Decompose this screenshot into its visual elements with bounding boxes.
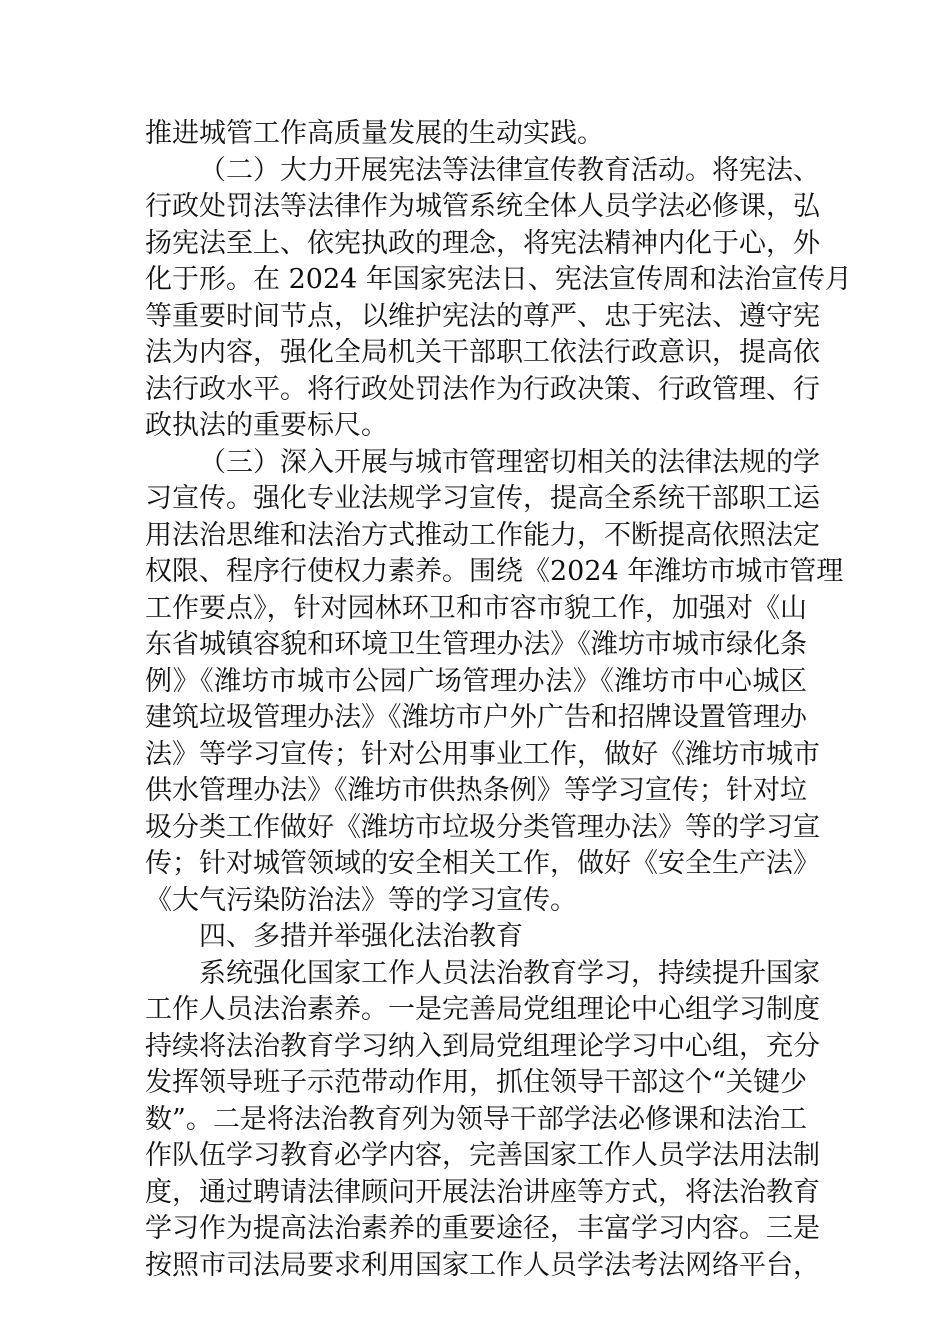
text-line: 行政处罚法等法律作为城管系统全体人员学法必修课，弘 — [145, 191, 820, 222]
text-line: 数”。二是将法治教育列为领导干部学法必修课和法治工 — [145, 1103, 807, 1135]
text-line: 供水管理办法》《潍坊市供热条例》等学习宣传；针对垃 — [145, 775, 807, 806]
text-line: 权限、程序行使权力素养。围绕《2024 年潍坊市城市管理 — [145, 556, 844, 587]
text-line: 用法治思维和法治方式推动工作能力，不断提高依照法定 — [145, 519, 820, 551]
text-line: 学习作为提高法治素养的重要途径，丰富学习内容。三是 — [145, 1213, 820, 1244]
text-line: 扬宪法至上、依宪执政的理念，将宪法精神内化于心，外 — [145, 227, 820, 259]
text-line: 《大气污染防治法》等的学习宣传。 — [145, 884, 577, 916]
text-line: 推进城管工作高质量发展的生动实践。 — [145, 118, 604, 149]
text-line: 作队伍学习教育必学内容，完善国家工作人员学法用法制 — [145, 1140, 820, 1171]
text-line: 东省城镇容貌和环境卫生管理办法》《潍坊市城市绿化条 — [145, 629, 807, 660]
text-line: 建筑垃圾管理办法》《潍坊市户外广告和招牌设置管理办 — [145, 702, 807, 733]
text-line: 例》《潍坊市城市公园广场管理办法》《潍坊市中心城区 — [145, 665, 807, 697]
text-line: （二）大力开展宪法等法律宣传教育活动。将宪法、 — [199, 154, 820, 186]
text-line: 系统强化国家工作人员法治教育学习，持续提升国家 — [199, 957, 820, 989]
text-line: 习宣传。强化专业法规学习宣传，提高全系统干部职工运 — [145, 483, 820, 514]
text-line: 传；针对城管领域的安全相关工作，做好《安全生产法》 — [145, 848, 820, 879]
text-line: 四、多措并举强化法治教育 — [199, 921, 523, 952]
text-line: 化于形。在 2024 年国家宪法日、宪法宣传周和法治宣传月 — [145, 264, 852, 295]
text-line: 发挥领导班子示范带动作用，抓住领导干部这个“关键少 — [145, 1067, 807, 1098]
text-line: 政执法的重要标尺。 — [145, 410, 388, 441]
document-page — [145, 116, 852, 1284]
text-line: 法行政水平。将行政处罚法作为行政决策、行政管理、行 — [145, 373, 820, 405]
text-line: 按照市司法局要求利用国家工作人员学法考法网络平台， — [145, 1249, 820, 1281]
text-line: 法为内容，强化全局机关干部职工依法行政意识，提高依 — [145, 337, 820, 368]
text-line: （三）深入开展与城市管理密切相关的法律法规的学 — [199, 446, 820, 478]
text-line: 法》等学习宣传；针对公用事业工作，做好《潍坊市城市 — [145, 738, 820, 770]
text-line: 工作人员法治素养。一是完善局党组理论中心组学习制度 — [145, 994, 820, 1025]
text-line: 持续将法治教育学习纳入到局党组理论学习中心组，充分 — [145, 1030, 820, 1062]
text-line: 等重要时间节点，以维护宪法的尊严、忠于宪法、遵守宪 — [145, 300, 820, 332]
text-line: 工作要点》，针对园林环卫和市容市貌工作，加强对《山 — [145, 592, 807, 624]
text-line: 圾分类工作做好《潍坊市垃圾分类管理办法》等的学习宣 — [145, 811, 820, 843]
text-line: 度，通过聘请法律顾问开展法治讲座等方式，将法治教育 — [145, 1176, 820, 1208]
